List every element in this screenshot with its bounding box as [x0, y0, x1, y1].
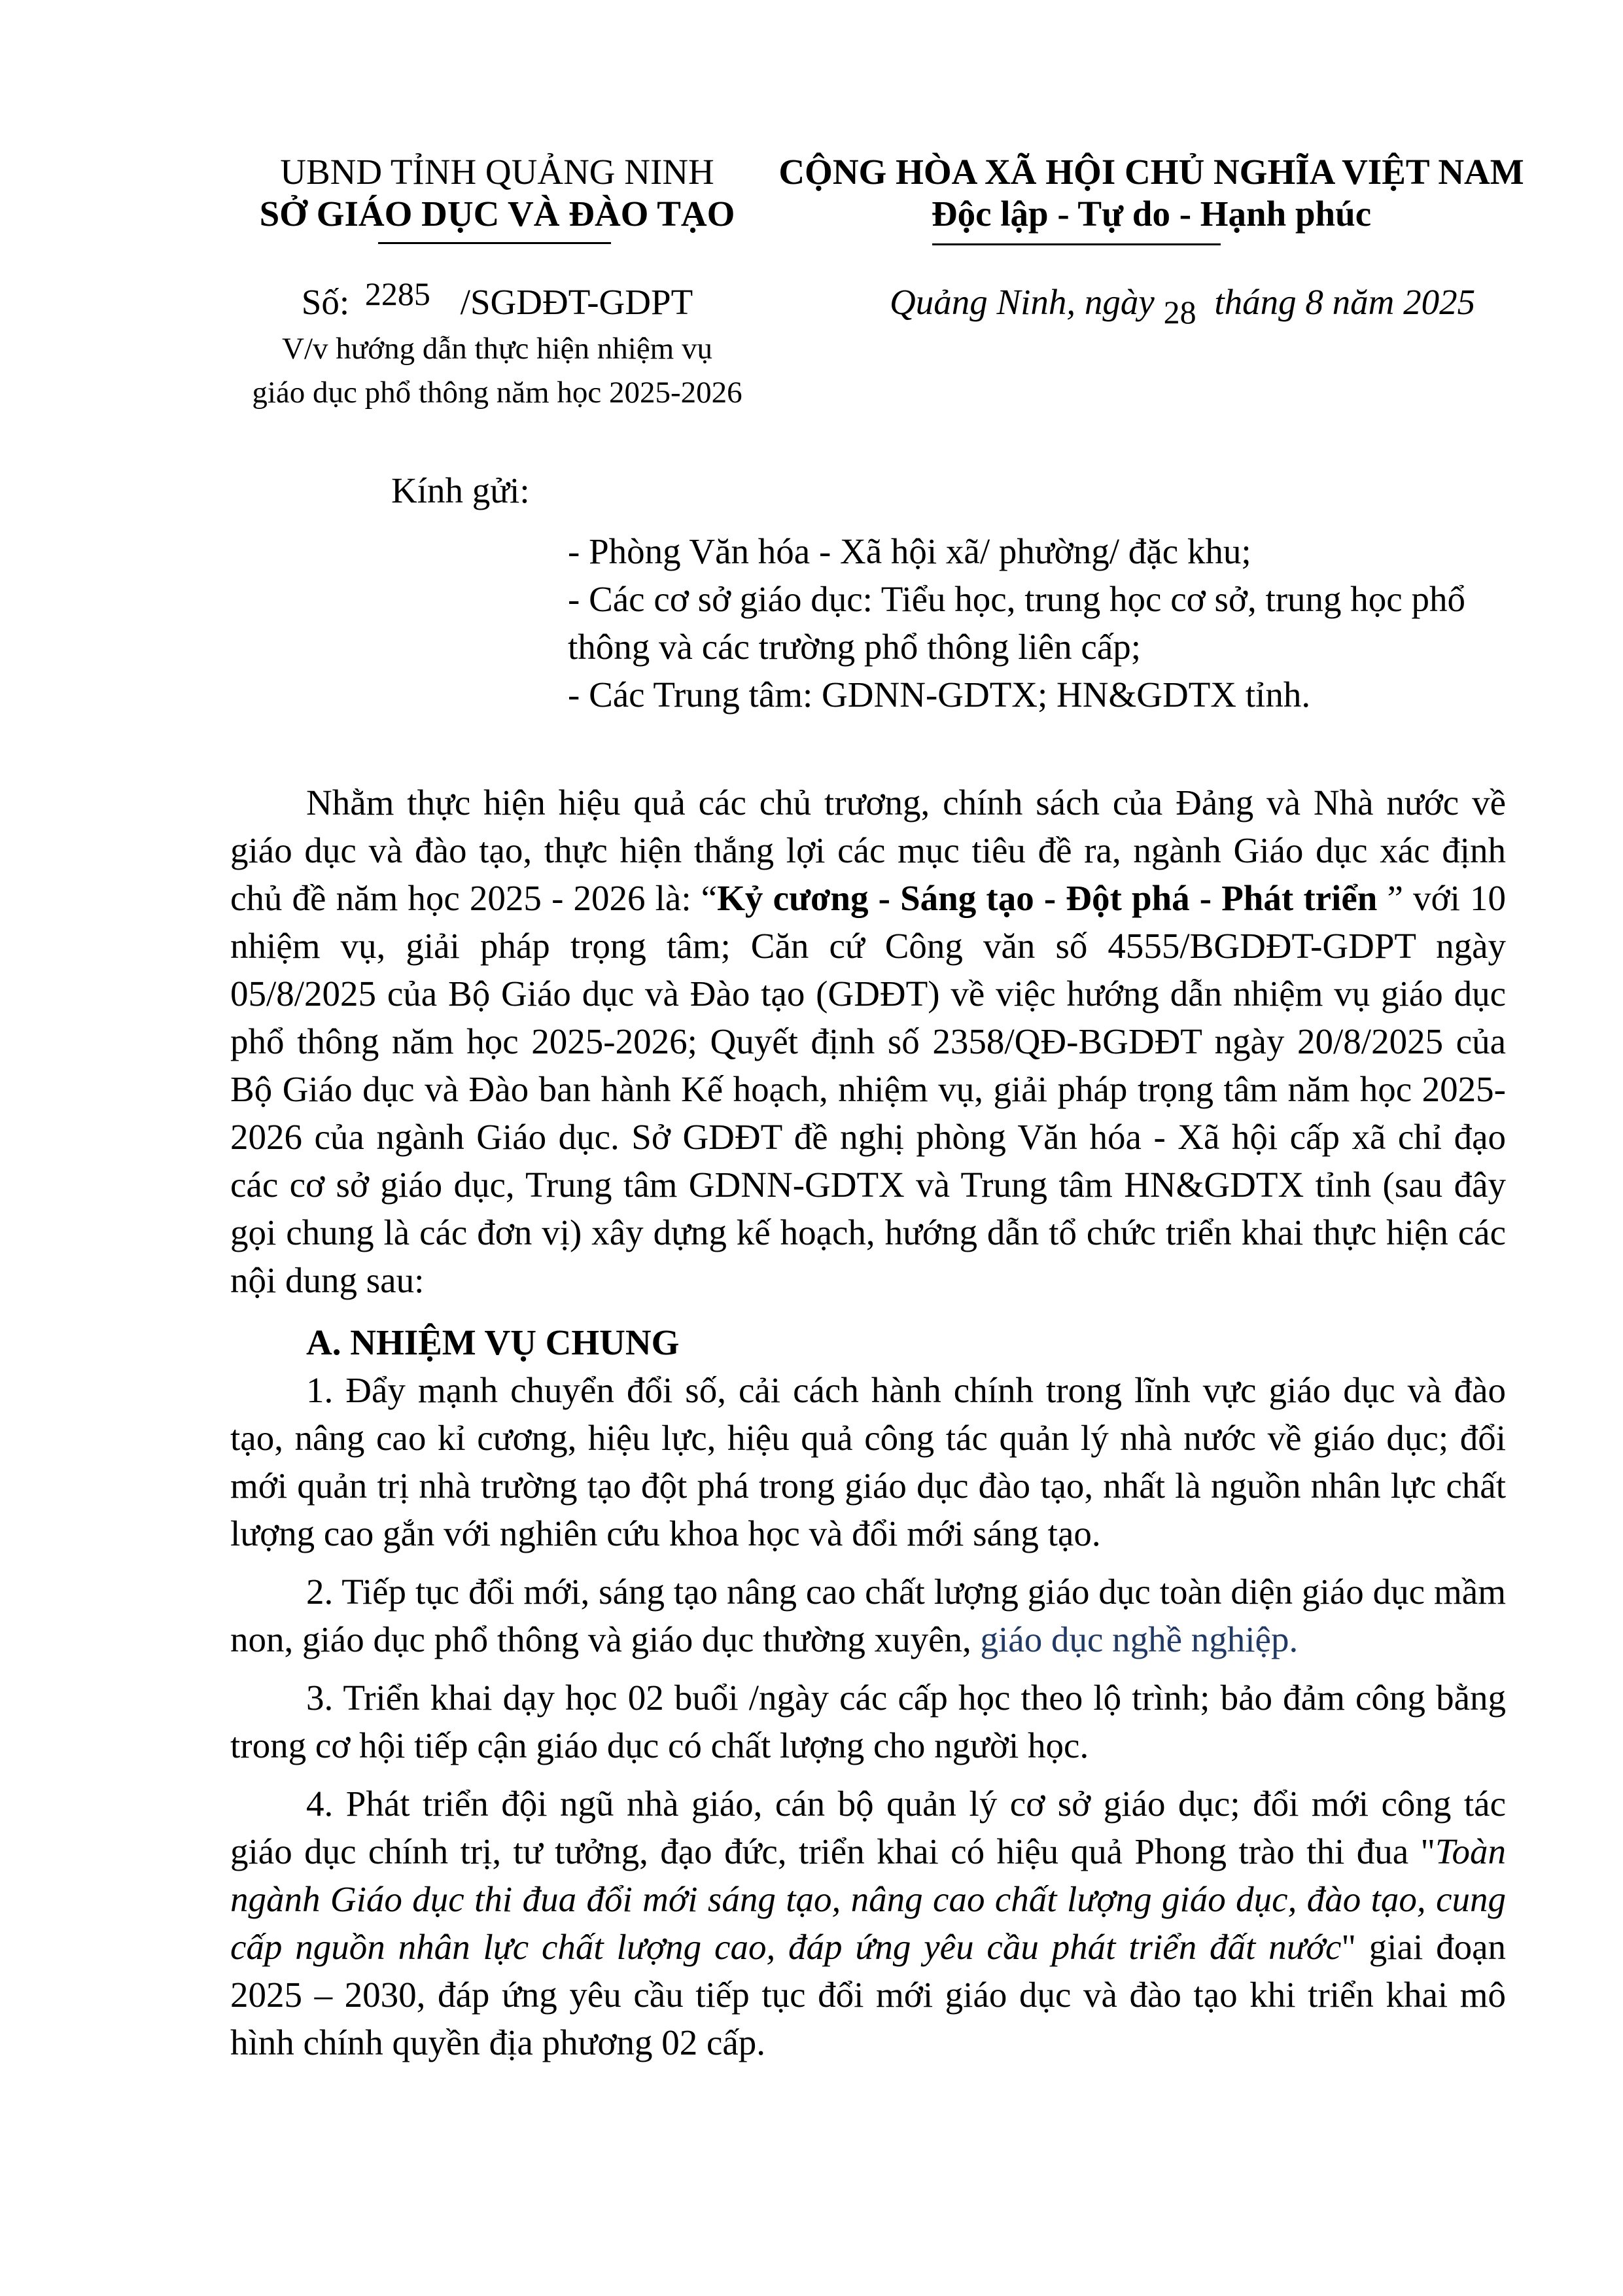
salutation: Kính gửi: [391, 470, 530, 510]
place-and-date [890, 281, 1505, 330]
place-date-suffix: tháng 8 năm 2025 [1214, 282, 1476, 322]
document-body [230, 779, 1506, 2077]
subject-line-1: V/v hướng dẫn thực hiện nhiệm vụ [282, 332, 712, 366]
national-motto: Độc lập - Tự do - Hạnh phúc [931, 194, 1372, 234]
task-2 [230, 1568, 1506, 1663]
motto-underline [932, 243, 1221, 245]
document-subject [196, 327, 798, 415]
document-number-suffix: /SGDĐT-GDPT [460, 282, 693, 322]
recipient-item: - Các cơ sở giáo dục: Tiểu học, trung học cơ sở, trung học phổ thông và các trường phổ thông liên cấp; [568, 579, 1465, 667]
task-3: 3. Triển khai dạy học 02 buổi /ngày các cấp học theo lộ trình; bảo đảm công bằng trong cơ hội tiếp cận giáo dục có chất lượng cho người học. [230, 1678, 1506, 1765]
task-1: 1. Đẩy mạnh chuyển đổi số, cải cách hành chính trong lĩnh vực giáo dục và đào tạo, nâng cao kỉ cương, hiệu lực, hiệu quả công tác quản lý nhà nước về giáo dục; đổi mới quản trị nhà trường tạo đột phá trong giáo dục đào tạo, nhất là nguồn nhân lực chất lượng cao gắn với nghiên cứu khoa học và đổi mới sáng tạo. [230, 1370, 1506, 1553]
department-name: SỞ GIÁO DỤC VÀ ĐÀO TẠO [259, 194, 735, 234]
issuing-authority-block [216, 152, 778, 236]
national-heading-block [772, 152, 1531, 236]
document-number [196, 275, 798, 324]
intro-text-1: Nhằm thực hiện hiệu quả các chủ trương, chính sách của Đảng và Nhà nước về giáo dục và đào tạo, thực hiện thắng lợi các mục tiêu đề ra, ngành Giáo dục xác định chủ đề năm học 2025 - 2026 là: “ [230, 783, 1506, 918]
task-2-highlight: giáo dục nghề nghiệp. [980, 1619, 1299, 1659]
intro-paragraph [230, 779, 1506, 1304]
task-4 [230, 1780, 1506, 2066]
national-title: CỘNG HÒA XÃ HỘI CHỦ NGHĨA VIỆT NAM [778, 152, 1524, 192]
place-date-day: 28 [1163, 294, 1196, 330]
task-4-text-2: " giai đoạn 2025 – 2030, đáp ứng yêu cầu tiếp tục đổi mới giáo dục và đào tạo khi triển khai mô hình chính quyền địa phương 02 cấp. [230, 1927, 1506, 2062]
section-a-title: A. NHIỆM VỤ CHUNG [306, 1322, 680, 1362]
recipient-item: - Các Trung tâm: GDNN-GDTX; HN&GDTX tỉnh. [568, 675, 1311, 715]
document-number-prefix: Số: [301, 282, 350, 322]
recipient-list [568, 527, 1510, 718]
subject-line-2: giáo dục phổ thông năm học 2025-2026 [252, 376, 742, 410]
campaign-name: Toàn ngành Giáo dục thi đua đổi mới sáng tạo, nâng cao chất lượng giáo dục, đào tạo, cung cấp nguồn nhân lực chất lượng cao, đáp ứng yêu cầu phát triển đất nước [230, 1831, 1506, 1967]
document-number-value: 2285 [364, 275, 430, 312]
authority-name: UBND TỈNH QUẢNG NINH [280, 152, 714, 192]
year-theme: Kỷ cương - Sáng tạo - Đột phá - Phát triển [717, 878, 1378, 918]
intro-text-2: ” với 10 nhiệm vụ, giải pháp trọng tâm; Căn cứ Công văn số 4555/BGDĐT-GDPT ngày 05/8/2025 của Bộ Giáo dục và Đào tạo (GDĐT) về việc hướng dẫn nhiệm vụ giáo dục phổ thông năm học 2025-2026; Quyết định số 2358/QĐ-BGDĐT ngày 20/8/2025 của Bộ Giáo dục và Đào ban hành Kế hoạch, nhiệm vụ, giải pháp trọng tâm năm học 2025-2026 của ngành Giáo dục. Sở GDĐT đề nghị phòng Văn hóa - Xã hội cấp xã chỉ đạo các cơ sở giáo dục, Trung tâm GDNN-GDTX và Trung tâm HN&GDTX tỉnh (sau đây gọi chung là các đơn vị) xây dựng kế hoạch, hướng dẫn tổ chức triển khai thực hiện các nội dung sau: [230, 878, 1506, 1300]
recipient-item: - Phòng Văn hóa - Xã hội xã/ phường/ đặc khu; [568, 531, 1251, 571]
department-underline [378, 242, 611, 244]
place-date-prefix: Quảng Ninh, ngày [890, 282, 1155, 322]
task-2-text: 2. Tiếp tục đổi mới, sáng tạo nâng cao chất lượng giáo dục toàn diện giáo dục mầm non, giáo dục phổ thông và giáo dục thường xuyên, [230, 1572, 1506, 1659]
task-4-text-1: 4. Phát triển đội ngũ nhà giáo, cán bộ quản lý cơ sở giáo dục; đổi mới công tác giáo dục chính trị, tư tưởng, đạo đức, triển khai có hiệu quả Phong trào thi đua " [230, 1784, 1506, 1871]
